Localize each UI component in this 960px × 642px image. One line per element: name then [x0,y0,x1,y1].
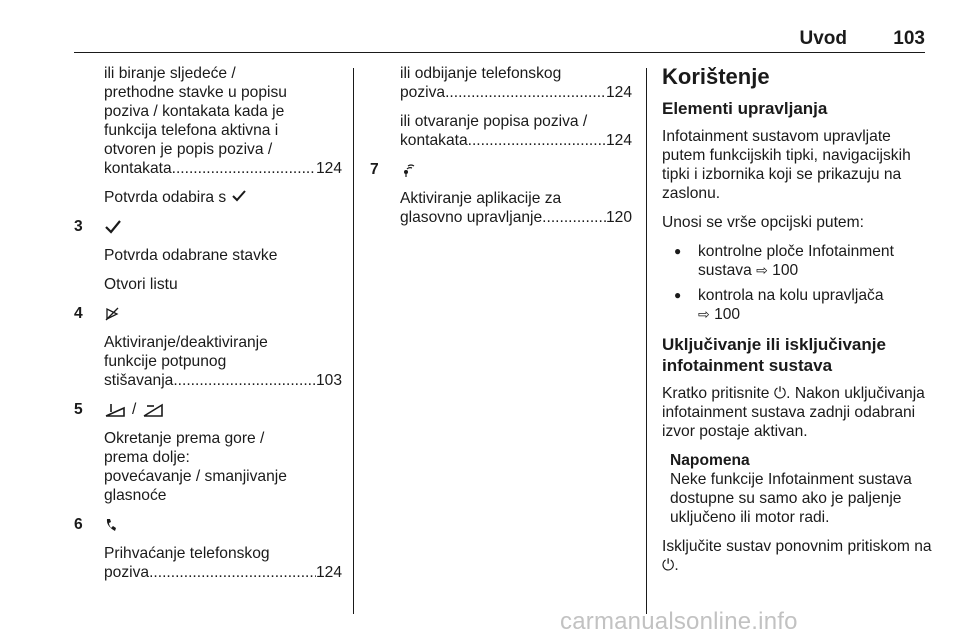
column-3 [662,64,932,585]
page-number: 103 [893,28,925,49]
power-icon: ⏻ [773,385,787,402]
paragraph: Infotainment sustavom upravljate putem funkcijskih tipki, navigacijskih tipki i izbornika koji se prikazuju na zaslonu. [662,128,911,202]
confirm-text: Potvrda odabira s [74,188,342,207]
page-ref[interactable]: 124 [315,564,342,581]
toc-entry-mute[interactable]: stišavanja ..... 103 [104,371,342,390]
bullet-list [662,242,932,324]
column-1: ili biranje sljedeće / prethodne stavke u popisu poziva / kontakata kada je funkcija telefona aktivna i otvoren je popis poziva / kontakata ..... 124 Potvrda odabira s 3 Potvrda odabrane stavke Otvori listu 4 Aktiviranje/deaktiviranje funkcije potpunog stišavanja ..... 103 5 / Okretanje prema gore / prema dolje: povećavanje / smanjivanje glasnoće 6 Prihvaćanje telefonskog poziva ..... 124 [74,64,342,582]
toc-entry-contacts[interactable]: kontakata ..... 124 [104,159,342,178]
page-ref[interactable]: 100 [772,262,799,279]
page-ref[interactable]: 124 [605,84,632,101]
note-title: Napomena [670,452,750,469]
arrow-icon: ⇨ [698,306,710,322]
toc-entry-voice[interactable]: glasovno upravljanje ..... 120 [400,208,632,227]
page-ref[interactable]: 103 [315,372,342,389]
volume-down-icon [104,402,126,418]
voice-control-icon [400,162,416,178]
watermark: carmanualsonline.info [560,608,798,635]
checkmark-icon [104,219,122,235]
phone-icon [104,517,118,533]
paragraph: Isključite sustav ponovnim pritiskom na ⏻. [662,538,932,574]
subsection-heading: Uključivanje ili isključivanje infotainment sustava [662,335,886,375]
column-divider-1 [353,68,354,614]
paragraph: Unosi se vrše opcijski putem: [662,214,864,231]
column-2: ili odbijanje telefonskog poziva ..... 124 ili otvaranje popisa poziva / kontakata ..... 124 7 Aktiviranje aplikacije za glasovno upravljanje ..... 120 [370,64,632,227]
page-ref[interactable]: 124 [605,132,632,149]
item-3: 3 [74,217,342,236]
subsection-heading: Elementi upravljanja [662,99,828,118]
paragraph: Kratko pritisnite ⏻. Nakon uključivanja infotainment sustava zadnji odabrani izvor postaje aktivan. [662,385,925,440]
toc-entry-reject-call[interactable]: poziva ..... 124 [400,83,632,102]
list-item: ● kontrola na kolu upravljača ⇨ 100 [662,286,932,324]
note-box [662,451,932,527]
continued-text: ili biranje sljedeće / prethodne stavke u popisu poziva / kontakata kada je funkcija telefona aktivna i otvoren je popis poziva / kontakata ..... 124 [74,64,342,178]
checkmark-icon [231,189,247,203]
page-ref[interactable]: 120 [605,209,632,226]
power-icon: ⏻ [662,557,675,574]
item-5: 5 / [74,400,342,419]
item-4: 4 [74,304,342,323]
page-header [74,28,925,53]
volume-up-icon [142,402,164,418]
arrow-icon: ⇨ [756,262,768,278]
column-divider-2 [646,68,647,614]
section-title: Uvod [799,28,847,49]
page-ref[interactable]: 100 [714,306,741,323]
toc-entry-accept-call[interactable]: poziva ..... 124 [104,563,342,582]
list-item: ● kontrolne ploče Infotainment sustava ⇨ 100 [662,242,932,280]
item-6: 6 [74,515,342,534]
mute-icon [104,306,120,322]
toc-entry-call-list[interactable]: kontakata ..... 124 [400,131,632,150]
note-text: Neke funkcije Infotainment sustava dostupne su samo ako je paljenje uključeno ili motor radi. [670,471,912,526]
item-7: 7 [370,160,632,179]
section-heading: Korištenje [662,64,770,89]
page-ref[interactable]: 124 [315,160,342,177]
